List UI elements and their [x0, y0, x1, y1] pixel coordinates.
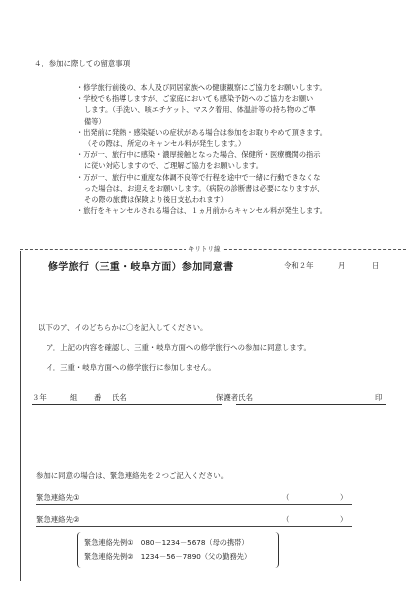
- note-line: ・旅行をキャンセルされる場合は、１ヵ月前からキャンセル料が発生します。: [76, 206, 327, 216]
- form-frame-left: [20, 251, 21, 581]
- note-line: ・万が一、旅行中に感染・濃厚接触となった場合、保健所・医療機関の指示: [76, 150, 321, 160]
- note-line: その際の旅費は保険より後日支払われます）: [84, 195, 228, 205]
- grade-label: ３年: [32, 393, 47, 402]
- contact2-label: 緊急連絡先②: [36, 515, 80, 524]
- option-b[interactable]: イ．三重・岐阜方面への修学旅行に参加しません。: [46, 363, 216, 372]
- student-name-field[interactable]: 氏名: [112, 393, 127, 402]
- note-item: [76, 82, 396, 93]
- note-line: （その際は、所定のキャンセル料が発生します。）: [84, 139, 246, 149]
- note-line: ・出発前に発熱・感染疑いの症状がある場合は参加をお取りやめて頂きます。: [76, 127, 327, 137]
- contact1-label: 緊急連絡先①: [36, 493, 80, 502]
- instruction: 以下のア、イのどちらかに〇を記入してください。: [38, 323, 208, 332]
- cut-label: キリトリ線: [188, 245, 221, 253]
- signature-row: [32, 392, 386, 404]
- contact1-underline: [36, 504, 352, 505]
- paren-open: （: [282, 515, 290, 524]
- section-title: ４．参加に際しての留意事項: [34, 59, 131, 68]
- guardian-underline: [236, 404, 386, 405]
- form-title: 修学旅行（三重・岐阜方面）参加同意書: [48, 262, 234, 273]
- date-era: 令和２年: [284, 261, 314, 270]
- example-2: 緊急連絡先例② 1234－56－7890（父の勤務先）: [84, 552, 252, 561]
- note-line: ・学校でも指導しますが、ご家庭においても感染予防へのご協力をお願い: [76, 94, 314, 104]
- note-item: [76, 149, 396, 171]
- emergency-contact-1[interactable]: [36, 492, 352, 504]
- note-item: [76, 205, 396, 216]
- agree-note: 参加に同意の場合は、緊急連絡先を２つご記入ください。: [36, 471, 229, 480]
- note-line: します。（手洗い、咳エチケット、マスク着用、体温計等の持ち物のご準: [84, 105, 316, 115]
- paren-open: （: [282, 493, 290, 502]
- contact2-underline: [36, 526, 352, 527]
- example-box: [77, 532, 279, 568]
- note-line: に従い対応しますので、ご理解ご協力をお願いします。: [84, 161, 263, 171]
- emergency-contact-2[interactable]: [36, 514, 352, 526]
- note-item: [76, 127, 396, 149]
- date-month[interactable]: 月: [338, 261, 346, 270]
- number-field[interactable]: 番: [94, 393, 102, 402]
- paren-close: ）: [340, 515, 348, 524]
- note-line: った場合は、お迎えをお願いします。（病院の診断書は必要になりますが、: [84, 183, 325, 193]
- seal-mark: 印: [375, 393, 383, 402]
- student-underline: [32, 404, 222, 405]
- option-a[interactable]: ア．上記の内容を確認し、三重・岐阜方面への修学旅行への参加に同意します。: [46, 343, 311, 352]
- guardian-name-field[interactable]: 保護者氏名: [216, 393, 253, 402]
- note-line: ・万が一、旅行中に重度な体調不良等で行程を途中で一緒に行動できなくな: [76, 172, 321, 182]
- note-item: [76, 93, 396, 127]
- note-line: 備等）: [84, 116, 106, 126]
- note-item: [76, 172, 396, 206]
- date-day[interactable]: 日: [372, 261, 380, 270]
- class-field[interactable]: 組: [70, 393, 78, 402]
- note-line: ・修学旅行前後の、本人及び同居家族への健康観察にご協力をお願いします。: [76, 83, 327, 92]
- example-1: 緊急連絡先例① 080－1234－5678（母の携帯）: [84, 538, 249, 547]
- notes-list: [76, 82, 396, 216]
- paren-close: ）: [340, 493, 348, 502]
